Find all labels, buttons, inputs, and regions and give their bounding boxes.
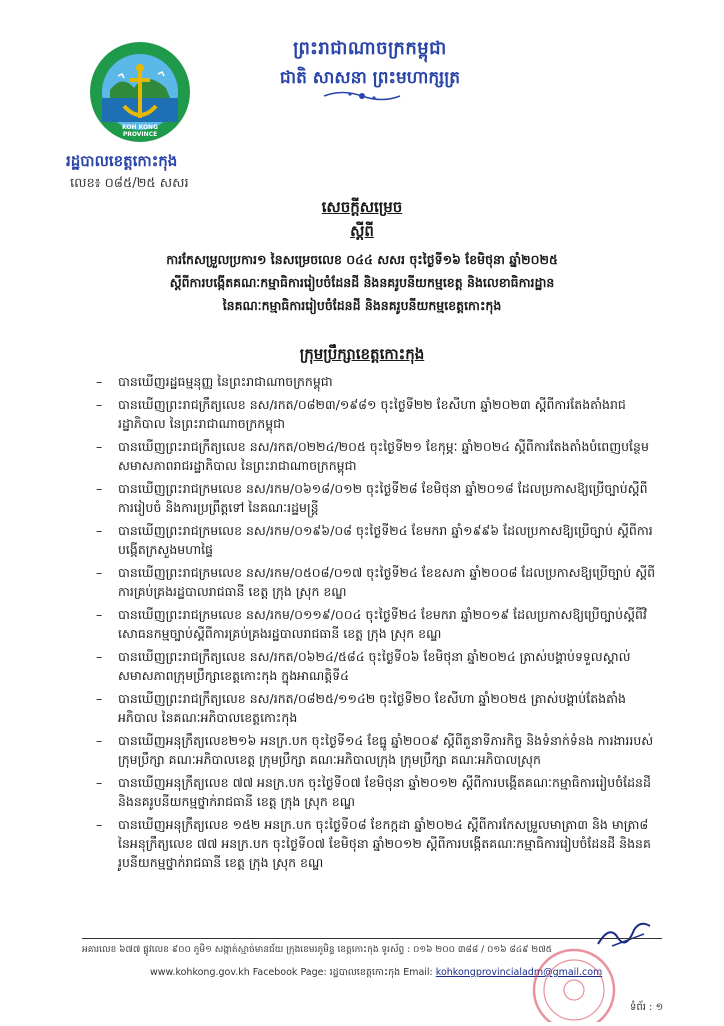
list-item: – បានឃើញអនុក្រឹត្យលេខ ១៥២ អនក្រ.បក ចុះថ្ងៃទី០៨ ខែកក្កដា ឆ្នាំ២០២៤ ស្តីពីការកែសម្រួលមាត្រា៣ និង មាត្រា៨ នៃអនុក្រឹត្យលេខ ៧៧ អនក្រ.បក ចុះថ្ងៃទី០៧ ខែមិថុនា ឆ្នាំ២០១២ ស្តីពីការបង្កើតគណៈកម្មាធិការរៀបចំដែនដី និងនគរូបនីយកម្មថ្នាក់រាជធានី ខេត្ត ក្រុង ស្រុក ខណ្ឌ [96, 817, 651, 870]
decision-title: សេចក្តីសម្រេច [321, 198, 403, 216]
subject-line-2: ស្តីពីការបង្កើតគណៈកម្មាធិការរៀបចំដែនដី និងនគរូបនីយកម្មខេត្ត និងលេខាធិការដ្ឋាន [169, 275, 555, 290]
list-item: – បានឃើញព្រះរាជក្រមលេខ នស/រកម/០៥០៨/០១៧ ចុះថ្ងៃទី២៤ ខែឧសភា ឆ្នាំ២០០៨ ដែលប្រកាសឱ្យប្រើច្បាប់ ស្តីពីការគ្រប់គ្រងរដ្ឋបាលរាជធានី ខេត្ត ក្រុង ស្រុក ខណ្ឌ [96, 565, 656, 599]
footer-address: អគារលេខ ៦៧៧ ផ្លូវលេខ ៩០០ ភូមិ១ សង្កាត់ស្មាច់មានជ័យ ក្រុងខេមរភូមិន្ទ ខេត្តកោះកុង ទូរស័ព្ទ : ០១៦ ២០០ ៣៨៨ / ០១៦ ៨៤៩ ២៧៥ [82, 945, 552, 955]
list-item: – បានឃើញព្រះរាជក្រឹត្យលេខ នស/រកត/០៨២៥/១១៤២ ចុះថ្ងៃទី២០ ខែសីហា ឆ្នាំ២០២៥ ត្រាស់បង្គាប់តែងតាំងអភិបាល នៃគណៈអភិបាលខេត្តកោះកុង [96, 691, 626, 725]
national-motto: ជាតិ សាសនា ព្រះមហាក្សត្រ [279, 68, 461, 88]
footer-web-text: www.kohkong.gov.kh Facebook Page: រដ្ឋបាលខេត្តកោះកុង Email: [150, 967, 433, 978]
preamble-list [96, 372, 656, 876]
decision-heading [60, 198, 664, 317]
council-heading: ក្រុមប្រឹក្សាខេត្តកោះកុង [299, 345, 425, 363]
reference-number: លេខ៖ ០៨៥/២៥ សសរ [70, 176, 189, 191]
province-logo [88, 40, 192, 144]
email-link[interactable]: kohkongprovincialadm@gmail.com [435, 967, 603, 978]
ornament-divider [322, 88, 402, 102]
footer-divider [82, 938, 662, 939]
list-item: – បានឃើញព្រះរាជក្រមលេខ នស/រកម/០១១៩/០០៤ ចុះថ្ងៃទី២៤ ខែមករា ឆ្នាំ២០១៩ ដែលប្រកាសឱ្យប្រើច្បាប់ស្តីពីវិសោធនកម្មច្បាប់ស្តីពីការគ្រប់គ្រងរដ្ឋបាលរាជធានី ខេត្ត ក្រុង ស្រុក ខណ្ឌ [96, 607, 647, 641]
subject-label: ស្តីពី [350, 222, 374, 240]
list-item: – បានឃើញព្រះរាជក្រមលេខ នស/រកម/០៦១៨/០១២ ចុះថ្ងៃទី២៨ ខែមិថុនា ឆ្នាំ២០១៨ ដែលប្រកាសឱ្យប្រើច្បាប់ស្តីពីការរៀបចំ និងការប្រព្រឹត្តទៅ នៃគណៈរដ្ឋមន្ត្រី [96, 481, 648, 515]
list-item: – បានឃើញអនុក្រឹត្យលេខ ៧៧ អនក្រ.បក ចុះថ្ងៃទី០៧ ខែមិថុនា ឆ្នាំ២០១២ ស្តីពីការបង្កើតគណៈកម្មាធិការរៀបចំដែនដី និងនគរូបនីយកម្មថ្នាក់រាជធានី ខេត្ត ក្រុង ស្រុក ខណ្ឌ [96, 775, 651, 809]
page-number: ទំព័រ : ១ [630, 1002, 664, 1013]
logo-text: KOH KONG PROVINCE [121, 124, 159, 138]
list-item: – បានឃើញព្រះរាជក្រឹត្យលេខ នស/រកត/០២២៤/២០៥ ចុះថ្ងៃទី២១ ខែកុម្ភៈ ឆ្នាំ២០២៤ ស្តីពីការតែងតាំងបំពេញបន្ថែមសមាសភាពរាជរដ្ឋាភិបាល នៃព្រះរាជាណាចក្រកម្ពុជា [96, 439, 649, 473]
kingdom-title: ព្រះរាជាណាចក្រកម្ពុជា [293, 38, 447, 59]
kingdom-motto [250, 36, 490, 92]
list-item: – បានឃើញព្រះរាជក្រឹត្យលេខ នស/រកត/០៨២៣/១៩៨១ ចុះថ្ងៃទី២២ ខែសីហា ឆ្នាំ២០២៣ ស្តីពីការតែងតាំងរាជរដ្ឋាភិបាល នៃព្រះរាជាណាចក្រកម្ពុជា [96, 397, 626, 431]
subject-line-3: នៃគណៈកម្មាធិការរៀបចំដែនដី និងនគរូបនីយកម្មខេត្តកោះកុង [222, 298, 502, 313]
list-item: – បានឃើញអនុក្រឹត្យលេខ២១៦ អនក្រ.បក ចុះថ្ងៃទី១៤ ខែធ្នូ ឆ្នាំ២០០៩ ស្តីពីតួនាទីភារកិច្ច និងទំនាក់ទំនង ការងាររបស់ក្រុមប្រឹក្សា គណៈអភិបាលខេត្ត ក្រុមប្រឹក្សា គណៈអភិបាលក្រុង ក្រុមប្រឹក្សា គណៈអភិបាលស្រុក [96, 733, 654, 767]
subject-line-1: ការកែសម្រួលប្រការ១ នៃសម្រេចលេខ ០៤៤ សសរ ចុះថ្ងៃទី១៦ ខែមិថុនា ឆ្នាំ២០២៥ [166, 252, 558, 267]
list-item: – បានឃើញរដ្ឋធម្មនុញ្ញ នៃព្រះរាជាណាចក្រកម្ពុជា [96, 374, 333, 389]
list-item: – បានឃើញព្រះរាជក្រឹត្យលេខ នស/រកត/០៦២៤/៥៨៤ ចុះថ្ងៃទី០៦ ខែមិថុនា ឆ្នាំ២០២៤ ត្រាស់បង្គាប់ទទួលស្គាល់សមាសភាពក្រុមប្រឹក្សាខេត្តកោះកុង ក្នុងអាណត្តិទី៤ [96, 649, 631, 683]
official-stamp [526, 942, 622, 1022]
issuing-authority: រដ្ឋបាលខេត្តកោះកុង [66, 152, 178, 170]
list-item: – បានឃើញព្រះរាជក្រមលេខ នស/រកម/០១៩៦/០៨ ចុះថ្ងៃទី២៤ ខែមករា ឆ្នាំ១៩៩៦ ដែលប្រកាសឱ្យប្រើច្បាប់ ស្តីពីការបង្កើតក្រសួងមហាផ្ទៃ [96, 523, 653, 557]
